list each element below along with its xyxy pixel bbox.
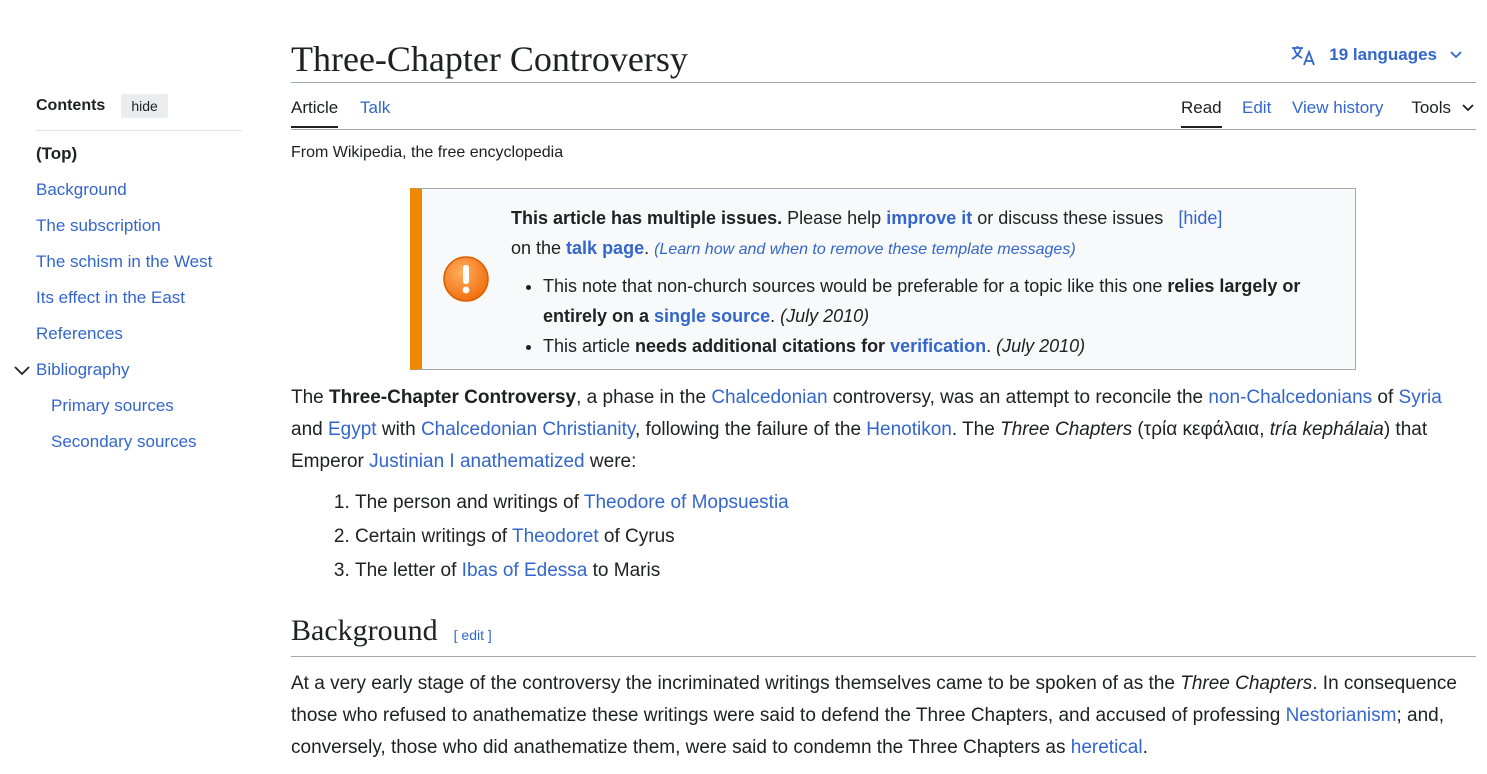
text: of bbox=[1372, 387, 1399, 408]
issue-item bbox=[543, 271, 1321, 331]
text: relies largely or entirely on a bbox=[543, 276, 1301, 326]
text: Three Chapters bbox=[1000, 419, 1133, 440]
toc-header bbox=[36, 92, 242, 131]
text: and bbox=[291, 419, 328, 440]
link-heretical[interactable]: heretical bbox=[1070, 737, 1143, 758]
text: Three-Chapter Controversy bbox=[329, 387, 577, 408]
tab-view-history[interactable]: View history bbox=[1292, 98, 1384, 117]
text: tría kephálaia bbox=[1269, 419, 1384, 440]
intro-paragraph bbox=[291, 382, 1471, 478]
multiple-issues-box bbox=[410, 188, 1356, 370]
list-item bbox=[355, 486, 1471, 520]
section-title: Background bbox=[291, 614, 438, 647]
learn-remove-link[interactable]: (Learn how and when to remove these template messages) bbox=[654, 241, 1076, 258]
translate-icon bbox=[1291, 44, 1317, 66]
text: to Maris bbox=[587, 560, 661, 581]
text: on the bbox=[511, 238, 567, 258]
text: . bbox=[770, 306, 781, 326]
section-edit-link[interactable] bbox=[454, 616, 492, 654]
link-henotikon[interactable]: Henotikon bbox=[866, 419, 952, 440]
title-divider bbox=[291, 82, 1476, 83]
background-paragraph bbox=[291, 668, 1471, 764]
text: Three Chapters bbox=[1180, 673, 1313, 694]
language-button[interactable] bbox=[1291, 44, 1475, 66]
tools-menu[interactable] bbox=[1411, 98, 1475, 118]
text: The person and writings of bbox=[355, 492, 584, 513]
table-of-contents bbox=[36, 92, 242, 131]
link-theodoret[interactable]: Theodoret bbox=[512, 526, 599, 547]
languages-label: 19 languages bbox=[1329, 45, 1437, 64]
list-item bbox=[355, 520, 1471, 554]
text: . bbox=[986, 336, 997, 356]
text: This note that non-church sources would be preferable for a topic like this one bbox=[543, 276, 1168, 296]
toc-item-bibliography[interactable]: Bibliography bbox=[36, 360, 130, 379]
list-item bbox=[355, 554, 1471, 588]
toc-item-background[interactable]: Background bbox=[36, 180, 127, 199]
issues-lead: This article has multiple issues. bbox=[511, 208, 783, 228]
link-ibas-of-edessa[interactable]: Ibas of Edessa bbox=[461, 560, 588, 581]
issue-date: (July 2010) bbox=[996, 336, 1086, 356]
toc-item-bibliography-row bbox=[36, 360, 130, 380]
site-tagline: From Wikipedia, the free encyclopedia bbox=[291, 144, 564, 161]
tabs-divider bbox=[291, 129, 1476, 130]
three-chapters-list bbox=[291, 486, 1471, 588]
text: of Cyrus bbox=[598, 526, 675, 547]
link-justinian-i[interactable]: Justinian I bbox=[369, 451, 455, 472]
text: . bbox=[644, 238, 655, 258]
text: controversy, was an attempt to reconcile the bbox=[827, 387, 1209, 408]
article-intro bbox=[291, 382, 1471, 588]
toc-item-the-subscription[interactable]: The subscription bbox=[36, 216, 161, 235]
issues-text bbox=[511, 203, 1321, 361]
toc-hide-button[interactable]: hide bbox=[121, 94, 167, 118]
link-theodore-of-mopsuestia[interactable]: Theodore of Mopsuestia bbox=[583, 492, 789, 513]
text: ; and, conversely, those who did anathematize them, were said to condemn the Three Chapters as bbox=[291, 705, 1444, 758]
text: Certain writings of bbox=[355, 526, 512, 547]
toc-item-schism-in-the-west[interactable]: The schism in the West bbox=[36, 252, 213, 271]
text: Please help bbox=[782, 208, 887, 228]
text: . The bbox=[951, 419, 1001, 440]
hide-issues-link[interactable]: [hide] bbox=[1178, 208, 1223, 228]
chevron-down-icon[interactable] bbox=[12, 360, 32, 380]
text: . In consequence those who refused to anathematize these writings were said to defend the Three Chapters, and accused of professing bbox=[291, 673, 1457, 726]
section-divider bbox=[291, 656, 1476, 657]
chevron-down-icon bbox=[1449, 48, 1463, 62]
text: , following the failure of the bbox=[634, 419, 867, 440]
talk-page-link[interactable]: talk page bbox=[566, 238, 645, 258]
toc-item-primary-sources[interactable]: Primary sources bbox=[51, 396, 174, 415]
text: were: bbox=[584, 451, 637, 472]
text: . bbox=[1142, 737, 1148, 758]
link-chalcedonian[interactable]: Chalcedonian bbox=[711, 387, 828, 408]
toc-item-references[interactable]: References bbox=[36, 324, 123, 343]
tab-article[interactable]: Article bbox=[291, 98, 338, 128]
text: or discuss these issues bbox=[972, 208, 1169, 228]
link-non-chalcedonians[interactable]: non-Chalcedonians bbox=[1208, 387, 1373, 408]
issue-date: (July 2010) bbox=[780, 306, 870, 326]
text: The letter of bbox=[355, 560, 462, 581]
toc-item-effect-in-the-east[interactable]: Its effect in the East bbox=[36, 288, 185, 307]
text: This article bbox=[543, 336, 636, 356]
page-title: Three-Chapter Controversy bbox=[291, 39, 688, 79]
issues-header bbox=[511, 203, 1321, 265]
text: needs additional citations for bbox=[635, 336, 891, 356]
issues-list bbox=[511, 271, 1321, 361]
single-source-link[interactable]: single source bbox=[654, 306, 771, 326]
text: The bbox=[291, 387, 330, 408]
text: (τρία κεφάλαια, bbox=[1132, 419, 1270, 440]
text: At a very early stage of the controversy the incriminated writings themselves came to be spoken of as the bbox=[291, 673, 1181, 694]
tools-label: Tools bbox=[1411, 98, 1451, 117]
tab-edit[interactable]: Edit bbox=[1242, 98, 1272, 117]
tab-read[interactable]: Read bbox=[1181, 98, 1222, 128]
link-syria[interactable]: Syria bbox=[1398, 387, 1442, 408]
link-anathematized[interactable]: anathematized bbox=[459, 451, 585, 472]
tab-talk[interactable]: Talk bbox=[360, 98, 391, 117]
warning-icon bbox=[442, 255, 490, 303]
issue-item bbox=[543, 331, 1321, 361]
text: with bbox=[376, 419, 421, 440]
verification-link[interactable]: verification bbox=[890, 336, 987, 356]
text: , a phase in the bbox=[576, 387, 712, 408]
link-egypt[interactable]: Egypt bbox=[327, 419, 377, 440]
toc-title: Contents bbox=[36, 97, 106, 114]
improve-link[interactable]: improve it bbox=[886, 208, 973, 228]
toc-item-secondary-sources[interactable]: Secondary sources bbox=[51, 432, 197, 451]
chevron-down-icon bbox=[1461, 101, 1475, 115]
toc-item-top[interactable]: (Top) bbox=[36, 144, 78, 163]
link-chalcedonian-christianity[interactable]: Chalcedonian Christianity bbox=[420, 419, 635, 440]
text: ) that Emperor bbox=[291, 419, 1428, 472]
edit-label: [ edit ] bbox=[453, 627, 492, 643]
section-heading-background bbox=[291, 612, 492, 654]
link-nestorianism[interactable]: Nestorianism bbox=[1285, 705, 1397, 726]
